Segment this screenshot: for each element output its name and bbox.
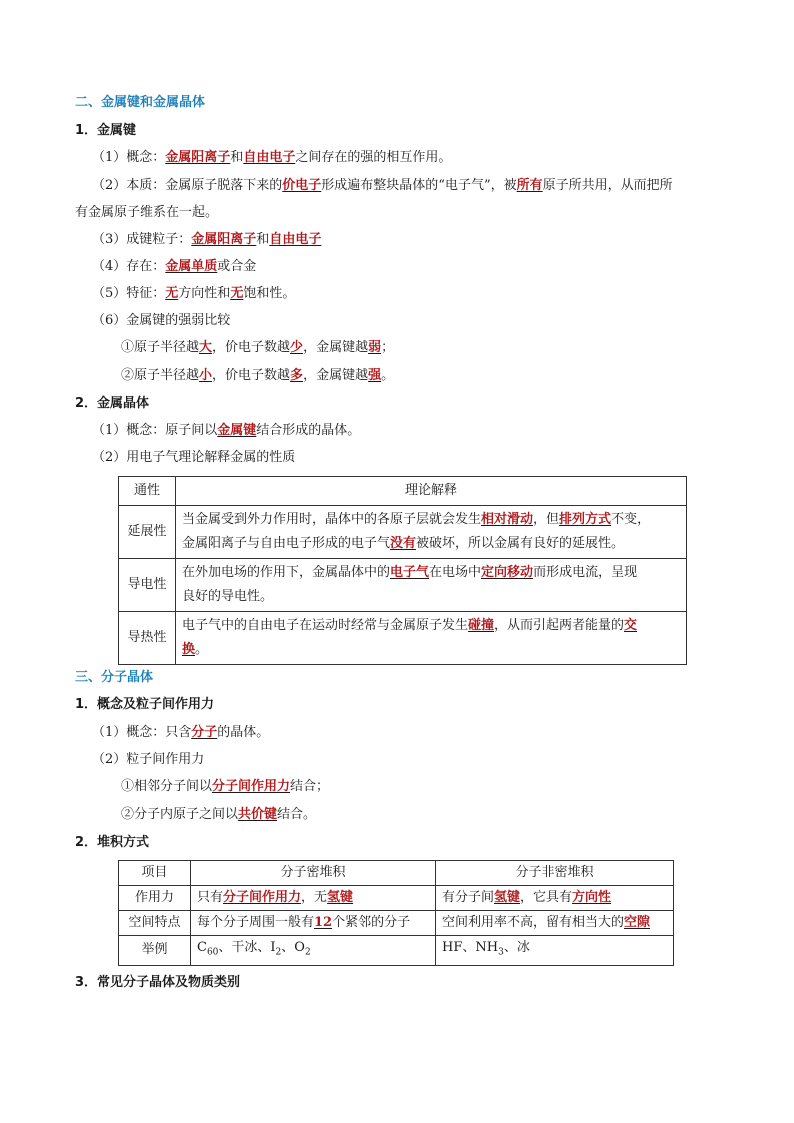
keyword: 交 [624,618,638,633]
text: ②原子半径越 [121,368,200,383]
subscript: 2 [275,947,282,958]
keyword: 没有 [390,536,417,551]
heading-metal-bond: 1．金属键 [75,123,137,138]
text: 有分子间 [442,890,495,905]
text: 当金属受到外力作用时，晶体中的各原子层就会发生 [182,512,482,527]
keyword: 无 [165,286,179,301]
keyword: 弱 [368,340,382,355]
nondense-cell [436,936,674,966]
metal-crystal-theory-title: （2）用电子气理论解释金属的性质 [92,450,296,465]
text: 、干冰、I [218,940,276,955]
property-name-cell: 延展性 [119,506,176,559]
text: 。 [195,642,209,657]
text: 、O [281,940,305,955]
text: ②分子内原子之间以 [121,807,239,822]
keyword: 强 [368,368,382,383]
metal-bond-particles [92,230,321,250]
explanation-cell [176,612,687,665]
heading-common-molecular: 3．常见分子晶体及物质类别 [75,975,241,990]
keyword: 金属键 [217,423,257,438]
keyword: 碰撞 [468,618,495,633]
metal-bond-compare-title: （6）金属键的强弱比较 [92,313,231,328]
table-header-cell: 理论解释 [176,477,687,506]
metal-bond-essence [92,176,673,196]
text: 而形成电流，呈现 [533,565,638,580]
metal-bond-essence-cont: 有金属原子维系在一起。 [75,205,219,220]
metal-bond-features [92,284,295,304]
keyword: 氢键 [327,890,354,905]
text: （1）概念： [92,150,166,165]
text: 形成遍布整块晶体的“电子气”，被 [321,178,517,193]
heading-metal-crystal: 2．金属晶体 [75,396,150,411]
table-header-cell: 分子密堆积 [191,861,436,886]
text: 个紧邻的分子 [332,915,411,930]
metal-bond-concept [92,148,451,168]
text: 只有 [197,890,224,905]
text: 不变， [611,512,651,527]
property-name-cell: 导电性 [119,559,176,612]
text: 原子所共用，从而把所 [542,178,673,193]
table-row [119,911,674,936]
metal-properties-table [118,476,687,665]
item-name-cell: 作用力 [119,886,191,911]
text: 每个分子周围一般有 [197,915,315,930]
keyword: 分子间作用力 [212,779,291,794]
keyword: 自由电子 [269,232,322,247]
molecular-force-title: （2）粒子间作用力 [92,752,205,767]
keyword: 分子 [191,725,218,740]
text: ，无 [301,890,328,905]
table-row [119,886,674,911]
keyword: 无 [230,286,244,301]
text: 、冰 [503,940,530,955]
explanation-cell [176,506,687,559]
property-name-cell: 导热性 [119,612,176,665]
keyword: 分子间作用力 [223,890,302,905]
text: 空间利用率不高，留有相当大的 [442,915,625,930]
section-title-metal: 二、金属键和金属晶体 [75,95,206,110]
metal-bond-exists [92,257,256,277]
keyword: 相对滑动 [481,512,534,527]
explanation-cell [176,559,687,612]
keyword: 排列方式 [559,512,612,527]
table-header-cell: 项目 [119,861,191,886]
text: （3）成键粒子： [92,232,192,247]
keyword: 价电子 [282,178,322,193]
keyword: 电子气 [390,565,430,580]
keyword: 多 [290,368,304,383]
text: （1）概念：原子间以 [92,423,218,438]
text: 和 [256,232,270,247]
text: （2）本质：金属原子脱落下来的 [92,178,283,193]
keyword: 少 [290,340,304,355]
text: （5）特征： [92,286,166,301]
table-row [119,612,687,665]
text: ，金属键越 [303,340,369,355]
text: 被破坏，所以金属有良好的延展性。 [416,536,625,551]
text: 结合形成的晶体。 [256,423,361,438]
metal-bond-compare-rule-1 [121,338,394,358]
text: C [197,940,207,955]
molecular-force-1 [121,777,329,797]
heading-molecular-concept: 1．概念及粒子间作用力 [75,697,215,712]
text: 良好的导电性。 [182,589,274,604]
text: ，价电子数越 [212,368,291,383]
keyword: 方向性 [572,890,612,905]
table-header-cell: 通性 [119,477,176,506]
text: （4）存在： [92,259,166,274]
text: ，价电子数越 [212,340,291,355]
packing-table [118,860,674,966]
text: ，从而引起两者能量的 [494,618,625,633]
table-header-cell: 分子非密堆积 [436,861,674,886]
text: 方向性和 [178,286,231,301]
text: HF、NH [442,940,499,955]
dense-cell [191,886,436,911]
nondense-cell [436,886,674,911]
dense-cell [191,936,436,966]
text: 。 [381,368,395,383]
text: ，它具有 [520,890,573,905]
table-row [119,506,687,559]
text: 之间存在的强的相互作用。 [295,150,452,165]
keyword: 氢键 [494,890,521,905]
keyword: 小 [199,368,213,383]
keyword: 定向移动 [481,565,534,580]
keyword: 金属阳离子 [191,232,257,247]
item-name-cell: 举例 [119,936,191,966]
keyword: 换 [182,642,196,657]
keyword: 自由电子 [243,150,296,165]
text: 在电场中 [429,565,482,580]
heading-packing: 2．堆积方式 [75,835,150,850]
text: ，但 [533,512,560,527]
subscript: 60 [206,947,219,958]
text: 结合。 [277,807,317,822]
text: 电子气中的自由电子在运动时经常与金属原子发生 [182,618,469,633]
subscript: 3 [498,947,504,958]
keyword: 12 [314,915,333,930]
text: 结合； [290,779,330,794]
metal-crystal-concept [92,421,360,441]
table-row [119,936,674,966]
dense-cell [191,911,436,936]
text: ①原子半径越 [121,340,200,355]
section-title-molecular: 三、分子晶体 [75,670,154,685]
text: 和 [230,150,244,165]
keyword: 金属单质 [165,259,218,274]
subscript: 2 [304,947,311,958]
text: 或合金 [217,259,257,274]
molecular-force-2 [121,805,316,825]
text: 在外加电场的作用下，金属晶体中的 [182,565,391,580]
table-header-row [119,477,687,506]
keyword: 大 [199,340,213,355]
metal-bond-compare-rule-2 [121,366,394,386]
keyword: 空隙 [624,915,651,930]
text: 饱和性。 [243,286,296,301]
table-header-row [119,861,674,886]
text: 的晶体。 [217,725,270,740]
text: ①相邻分子间以 [121,779,213,794]
keyword: 所有 [516,178,543,193]
text: 金属阳离子与自由电子形成的电子气 [182,536,391,551]
keyword: 金属阳离子 [165,150,231,165]
text: ，金属键越 [303,368,369,383]
item-name-cell: 空间特点 [119,911,191,936]
nondense-cell [436,911,674,936]
molecular-concept [92,723,269,743]
text: （1）概念：只含 [92,725,192,740]
table-row [119,559,687,612]
keyword: 共价键 [238,807,278,822]
text: ； [381,340,395,355]
